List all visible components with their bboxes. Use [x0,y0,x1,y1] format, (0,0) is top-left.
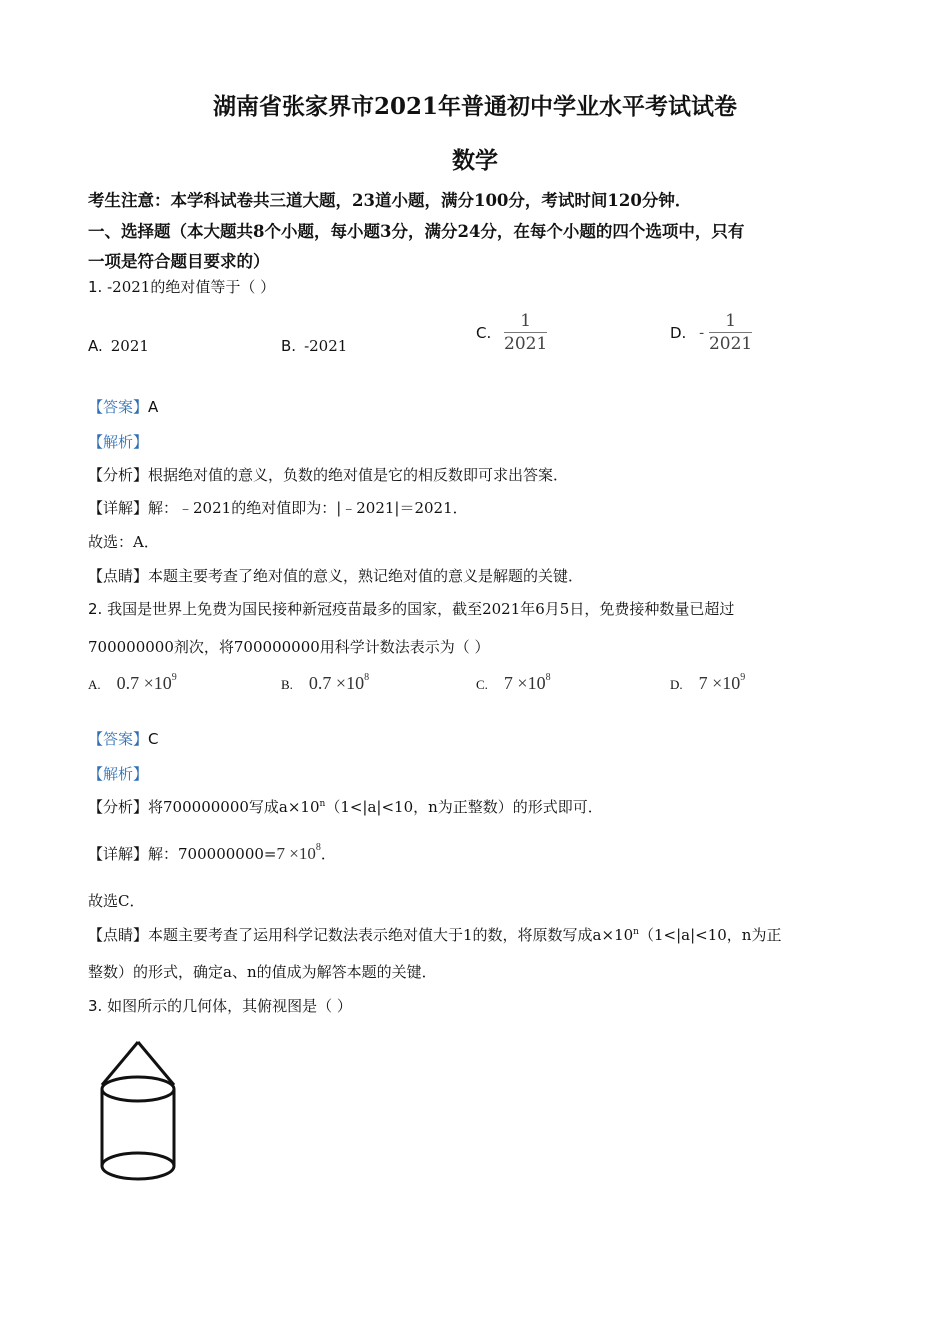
q1-analysis-tag: 【解析】 [88,433,149,451]
section-heading-line1: 一、选择题（本大题共8个小题，每小题3分，满分24分，在每个小题的四个选项中，只有 [88,222,745,241]
cylinder-bottom-ellipse [102,1153,174,1179]
q1-number: 1. [88,278,103,296]
q2-option-a: A. $0.7 \times 10^9$ [88,672,177,693]
q1-option-c-fraction: $\frac{1}{2021}$ [504,311,548,354]
q1-option-b: B. -2021 [281,337,348,355]
q1-guxuan: 故选：A． [88,533,159,551]
exam-subject: 数学 [452,147,498,174]
q1-stem-text: -2021的绝对值等于（ ） [102,278,276,296]
q2-analysis-tag: 【解析】 [88,765,149,783]
q2-dianjing-line1: 【点睛】本题主要考查了运用科学记数法表示绝对值大于1的数，将原数写成$a\times 10^n(1<|a|<10$，n为正 [88,926,782,944]
q1-option-d-fraction: $\frac{1}{2021}$ [708,311,753,354]
q2-option-d: D. $7 \times 10^9$ [670,672,746,693]
q3-number: 3. [88,997,103,1015]
q2-answer: 【答案】C [88,730,159,748]
q1-option-a: A. 2021 [88,337,149,355]
cone-on-cylinder-figure [96,1038,180,1184]
q2-guxuan: 故选C． [88,892,145,910]
q2-dianjing-line2: 整数）的形式，确定a、n的值成为解答本题的关键． [88,963,437,981]
q2-xiangjie: 【详解】解：$700000000=7 \times 10^8$． [88,842,336,863]
q1-stem [88,276,275,297]
q2-fenxi: 【分析】将700000000写成$a\times 10^n(1<|a|<10$，n为正整数）的形式即可． [88,798,603,816]
q3-stem: 3. 如图所示的几何体，其俯视图是（ ） [88,997,352,1015]
section-heading-line2: 一项是符合题目要求的） [88,252,270,271]
q1-xiangjie: 【详解】解：﹣2021的绝对值即为：|﹣2021|＝2021． [88,499,468,517]
exam-notice: 考生注意：本学科试卷共三道大题，23道小题，满分100分，考试时间120分钟． [88,191,692,210]
q2-stem-line2: 700000000剂次，将700000000用科学计数法表示为（ ） [88,638,490,656]
q1-dianjing: 【点睛】本题主要考查了绝对值的意义，熟记绝对值的意义是解题的关键． [88,567,584,585]
q2-number: 2. [88,600,103,618]
exam-title: 湖南省张家界市2021年普通初中学业水平考试试卷 [212,93,737,120]
q2-stem-line1: 2. 我国是世界上免费为国民接种新冠疫苗最多的国家，截至2021年6月5日，免费接种数量已超过 [88,600,735,618]
cylinder-top-ellipse [102,1077,174,1101]
q2-option-b: B. $0.7 \times 10^8$ [281,672,370,693]
q1-answer: 【答案】A [88,398,159,416]
q1-option-c: C. $\frac{1}{2021}$ [476,311,548,354]
q1-option-d: D. - $\frac{1}{2021}$ [670,311,753,354]
q2-option-c: C. $7 \times 10^8$ [476,672,551,693]
q1-fenxi: 【分析】根据绝对值的意义，负数的绝对值是它的相反数即可求出答案． [88,466,569,484]
